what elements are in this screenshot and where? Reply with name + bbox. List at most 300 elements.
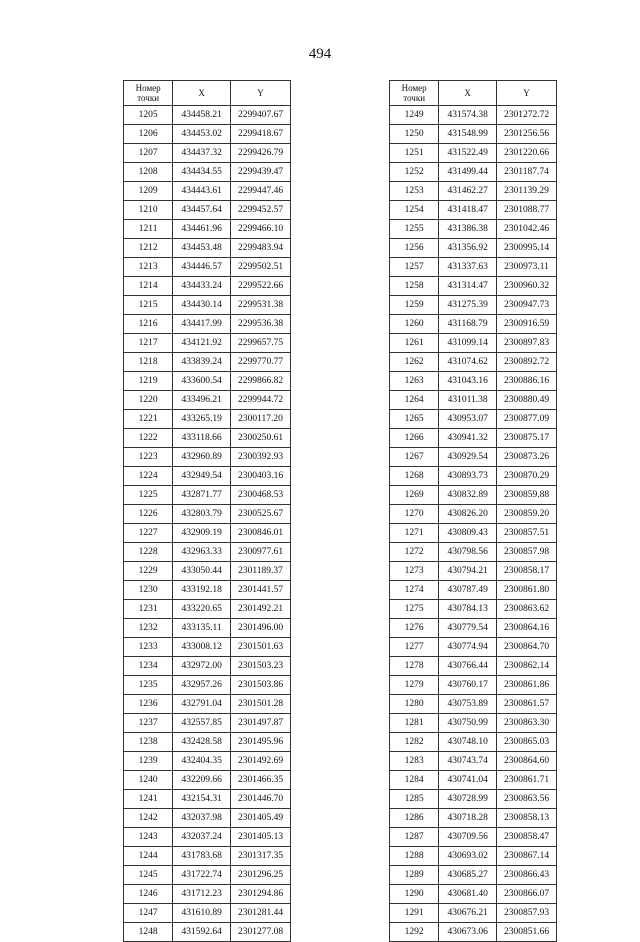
x-cell: 431783.68 (173, 847, 231, 866)
point-number-cell: 1210 (124, 201, 173, 220)
y-cell: 2301042.46 (497, 220, 557, 239)
table-row (124, 676, 291, 695)
y-cell: 2300862.14 (497, 657, 557, 676)
table-row (124, 353, 291, 372)
table-row (390, 353, 557, 372)
x-cell: 430774.94 (439, 638, 497, 657)
x-cell: 433220.65 (173, 600, 231, 619)
point-number-cell: 1229 (124, 562, 173, 581)
point-number-cell: 1287 (390, 828, 439, 847)
y-cell: 2300403.16 (231, 467, 291, 486)
x-cell: 432404.35 (173, 752, 231, 771)
table-row (390, 885, 557, 904)
point-number-cell: 1205 (124, 106, 173, 125)
table-row (124, 524, 291, 543)
y-cell: 2301277.08 (231, 923, 291, 942)
y-cell: 2299452.57 (231, 201, 291, 220)
y-cell: 2300861.57 (497, 695, 557, 714)
point-number-cell: 1275 (390, 600, 439, 619)
x-cell: 432960.89 (173, 448, 231, 467)
table-row (124, 372, 291, 391)
point-number-cell: 1225 (124, 486, 173, 505)
y-cell: 2300525.67 (231, 505, 291, 524)
y-cell: 2300858.17 (497, 562, 557, 581)
y-cell: 2300977.61 (231, 543, 291, 562)
point-number-cell: 1290 (390, 885, 439, 904)
table-row (124, 505, 291, 524)
table-row (390, 600, 557, 619)
y-cell: 2301281.44 (231, 904, 291, 923)
x-cell: 433265.19 (173, 410, 231, 429)
point-number-cell: 1215 (124, 296, 173, 315)
point-number-cell: 1284 (390, 771, 439, 790)
table-row (124, 809, 291, 828)
y-cell: 2301497.87 (231, 714, 291, 733)
point-number-cell: 1269 (390, 486, 439, 505)
table-row (390, 296, 557, 315)
y-cell: 2301220.66 (497, 144, 557, 163)
y-cell: 2299502.51 (231, 258, 291, 277)
y-cell: 2301501.28 (231, 695, 291, 714)
y-cell: 2301296.25 (231, 866, 291, 885)
y-cell: 2300880.49 (497, 391, 557, 410)
x-cell: 433192.18 (173, 581, 231, 600)
x-cell: 434121.92 (173, 334, 231, 353)
point-number-cell: 1214 (124, 277, 173, 296)
point-number-cell: 1272 (390, 543, 439, 562)
table-row (124, 258, 291, 277)
point-number-cell: 1220 (124, 391, 173, 410)
table-row (124, 277, 291, 296)
table-row (124, 562, 291, 581)
x-cell: 431011.38 (439, 391, 497, 410)
x-cell: 431499.44 (439, 163, 497, 182)
point-number-cell: 1273 (390, 562, 439, 581)
point-number-cell: 1232 (124, 619, 173, 638)
y-cell: 2300858.47 (497, 828, 557, 847)
x-cell: 430718.28 (439, 809, 497, 828)
y-cell: 2300947.73 (497, 296, 557, 315)
point-number-cell: 1255 (390, 220, 439, 239)
table-row (390, 581, 557, 600)
x-cell: 431592.64 (173, 923, 231, 942)
x-cell: 433118.66 (173, 429, 231, 448)
point-number-cell: 1222 (124, 429, 173, 448)
point-number-cell: 1285 (390, 790, 439, 809)
x-cell: 431462.27 (439, 182, 497, 201)
point-number-cell: 1274 (390, 581, 439, 600)
y-cell: 2300865.03 (497, 733, 557, 752)
table-row (390, 125, 557, 144)
x-cell: 430748.10 (439, 733, 497, 752)
y-cell: 2301446.70 (231, 790, 291, 809)
y-cell: 2301492.21 (231, 600, 291, 619)
y-cell: 2300863.30 (497, 714, 557, 733)
x-cell: 432209.66 (173, 771, 231, 790)
x-cell: 431275.39 (439, 296, 497, 315)
point-number-cell: 1292 (390, 923, 439, 942)
header-y: Y (497, 81, 557, 106)
x-cell: 433839.24 (173, 353, 231, 372)
point-number-cell: 1278 (390, 657, 439, 676)
table-row (390, 771, 557, 790)
y-cell: 2300859.88 (497, 486, 557, 505)
table-row (390, 201, 557, 220)
x-cell: 431548.99 (439, 125, 497, 144)
x-cell: 431074.62 (439, 353, 497, 372)
y-cell: 2300861.80 (497, 581, 557, 600)
table-row (390, 220, 557, 239)
point-number-cell: 1221 (124, 410, 173, 429)
y-cell: 2300866.07 (497, 885, 557, 904)
y-cell: 2300858.13 (497, 809, 557, 828)
table-row (124, 733, 291, 752)
y-cell: 2300897.83 (497, 334, 557, 353)
x-cell: 430676.21 (439, 904, 497, 923)
table-row (390, 714, 557, 733)
point-number-cell: 1228 (124, 543, 173, 562)
table-row (390, 733, 557, 752)
table-row (124, 695, 291, 714)
x-cell: 434417.99 (173, 315, 231, 334)
x-cell: 432963.33 (173, 543, 231, 562)
table-row (124, 467, 291, 486)
point-number-cell: 1211 (124, 220, 173, 239)
table-row (390, 144, 557, 163)
table-body-left (124, 106, 291, 942)
x-cell: 432803.79 (173, 505, 231, 524)
x-cell: 430953.07 (439, 410, 497, 429)
x-cell: 431574.38 (439, 106, 497, 125)
table-row (124, 904, 291, 923)
y-cell: 2299770.77 (231, 353, 291, 372)
point-number-cell: 1288 (390, 847, 439, 866)
table-row (124, 296, 291, 315)
y-cell: 2300468.53 (231, 486, 291, 505)
point-number-cell: 1286 (390, 809, 439, 828)
y-cell: 2300875.17 (497, 429, 557, 448)
table-row (124, 714, 291, 733)
x-cell: 431043.16 (439, 372, 497, 391)
table-row (124, 448, 291, 467)
point-number-cell: 1240 (124, 771, 173, 790)
header-y: Y (231, 81, 291, 106)
y-cell: 2300960.32 (497, 277, 557, 296)
y-cell: 2301189.37 (231, 562, 291, 581)
y-cell: 2301139.29 (497, 182, 557, 201)
table-row (124, 163, 291, 182)
table-row (124, 410, 291, 429)
point-number-cell: 1227 (124, 524, 173, 543)
x-cell: 431386.38 (439, 220, 497, 239)
y-cell: 2300864.60 (497, 752, 557, 771)
x-cell: 432909.19 (173, 524, 231, 543)
point-number-cell: 1213 (124, 258, 173, 277)
table-row (390, 866, 557, 885)
y-cell: 2300973.11 (497, 258, 557, 277)
point-number-cell: 1206 (124, 125, 173, 144)
y-cell: 2300864.16 (497, 619, 557, 638)
table-row (390, 809, 557, 828)
table-row (124, 391, 291, 410)
x-cell: 432428.58 (173, 733, 231, 752)
header-point-number-line2: точки (137, 93, 160, 103)
table-row (124, 182, 291, 201)
table-row (124, 657, 291, 676)
y-cell: 2300870.29 (497, 467, 557, 486)
x-cell: 431099.14 (439, 334, 497, 353)
x-cell: 430743.74 (439, 752, 497, 771)
point-number-cell: 1277 (390, 638, 439, 657)
table-row (390, 923, 557, 942)
point-number-cell: 1283 (390, 752, 439, 771)
x-cell: 434434.55 (173, 163, 231, 182)
table-row (390, 182, 557, 201)
table-row (124, 125, 291, 144)
point-number-cell: 1252 (390, 163, 439, 182)
table-row (124, 106, 291, 125)
point-number-cell: 1291 (390, 904, 439, 923)
x-cell: 431712.23 (173, 885, 231, 904)
point-number-cell: 1217 (124, 334, 173, 353)
table-row (124, 334, 291, 353)
y-cell: 2300863.62 (497, 600, 557, 619)
point-number-cell: 1244 (124, 847, 173, 866)
x-cell: 433496.21 (173, 391, 231, 410)
table-row (124, 771, 291, 790)
table-row (124, 828, 291, 847)
point-number-cell: 1270 (390, 505, 439, 524)
table-row (390, 163, 557, 182)
point-number-cell: 1280 (390, 695, 439, 714)
x-cell: 430798.56 (439, 543, 497, 562)
y-cell: 2299426.79 (231, 144, 291, 163)
point-number-cell: 1248 (124, 923, 173, 942)
point-number-cell: 1239 (124, 752, 173, 771)
x-cell: 430794.21 (439, 562, 497, 581)
x-cell: 432871.77 (173, 486, 231, 505)
table-row (124, 752, 291, 771)
y-cell: 2299522.66 (231, 277, 291, 296)
x-cell: 430753.89 (439, 695, 497, 714)
point-number-cell: 1230 (124, 581, 173, 600)
x-cell: 430728.99 (439, 790, 497, 809)
table-row (390, 752, 557, 771)
point-number-cell: 1238 (124, 733, 173, 752)
table-row (390, 505, 557, 524)
x-cell: 430750.99 (439, 714, 497, 733)
table-row (124, 923, 291, 942)
point-number-cell: 1253 (390, 182, 439, 201)
table-row (390, 790, 557, 809)
point-number-cell: 1254 (390, 201, 439, 220)
x-cell: 430760.17 (439, 676, 497, 695)
x-cell: 432972.00 (173, 657, 231, 676)
point-number-cell: 1226 (124, 505, 173, 524)
coordinates-table-left (123, 80, 291, 942)
table-row (390, 334, 557, 353)
x-cell: 430929.54 (439, 448, 497, 467)
y-cell: 2300859.20 (497, 505, 557, 524)
point-number-cell: 1242 (124, 809, 173, 828)
table-row (390, 562, 557, 581)
point-number-cell: 1233 (124, 638, 173, 657)
x-cell: 432791.04 (173, 695, 231, 714)
point-number-cell: 1262 (390, 353, 439, 372)
x-cell: 431610.89 (173, 904, 231, 923)
x-cell: 432037.98 (173, 809, 231, 828)
y-cell: 2300886.16 (497, 372, 557, 391)
point-number-cell: 1223 (124, 448, 173, 467)
table-row (390, 619, 557, 638)
x-cell: 431522.49 (439, 144, 497, 163)
y-cell: 2299407.67 (231, 106, 291, 125)
y-cell: 2300892.72 (497, 353, 557, 372)
point-number-cell: 1268 (390, 467, 439, 486)
y-cell: 2300117.20 (231, 410, 291, 429)
x-cell: 433600.54 (173, 372, 231, 391)
point-number-cell: 1258 (390, 277, 439, 296)
x-cell: 434453.48 (173, 239, 231, 258)
point-number-cell: 1256 (390, 239, 439, 258)
x-cell: 434433.24 (173, 277, 231, 296)
page-number: 494 (308, 46, 332, 62)
y-cell: 2301294.86 (231, 885, 291, 904)
table-row (390, 828, 557, 847)
point-number-cell: 1263 (390, 372, 439, 391)
y-cell: 2300995.14 (497, 239, 557, 258)
x-cell: 432957.26 (173, 676, 231, 695)
point-number-cell: 1235 (124, 676, 173, 695)
table-row (390, 410, 557, 429)
x-cell: 434443.61 (173, 182, 231, 201)
x-cell: 431337.63 (439, 258, 497, 277)
x-cell: 430784.13 (439, 600, 497, 619)
y-cell: 2300851.66 (497, 923, 557, 942)
y-cell: 2300250.61 (231, 429, 291, 448)
point-number-cell: 1237 (124, 714, 173, 733)
y-cell: 2299536.38 (231, 315, 291, 334)
point-number-cell: 1279 (390, 676, 439, 695)
y-cell: 2300861.71 (497, 771, 557, 790)
table-row (124, 581, 291, 600)
point-number-cell: 1243 (124, 828, 173, 847)
table-header-row (390, 81, 557, 106)
point-number-cell: 1234 (124, 657, 173, 676)
table-row (390, 391, 557, 410)
point-number-cell: 1218 (124, 353, 173, 372)
point-number-cell: 1241 (124, 790, 173, 809)
header-x: X (173, 81, 231, 106)
x-cell: 434430.14 (173, 296, 231, 315)
table-row (124, 543, 291, 562)
point-number-cell: 1216 (124, 315, 173, 334)
x-cell: 434458.21 (173, 106, 231, 125)
x-cell: 434446.57 (173, 258, 231, 277)
y-cell: 2301405.13 (231, 828, 291, 847)
y-cell: 2299944.72 (231, 391, 291, 410)
table-row (124, 315, 291, 334)
y-cell: 2301256.56 (497, 125, 557, 144)
x-cell: 432037.24 (173, 828, 231, 847)
table-row (390, 847, 557, 866)
point-number-cell: 1257 (390, 258, 439, 277)
table-row (390, 315, 557, 334)
point-number-cell: 1246 (124, 885, 173, 904)
table-row (390, 258, 557, 277)
x-cell: 434453.02 (173, 125, 231, 144)
y-cell: 2300857.51 (497, 524, 557, 543)
y-cell: 2300863.56 (497, 790, 557, 809)
point-number-cell: 1219 (124, 372, 173, 391)
y-cell: 2301187.74 (497, 163, 557, 182)
table-row (124, 866, 291, 885)
x-cell: 430741.04 (439, 771, 497, 790)
point-number-cell: 1264 (390, 391, 439, 410)
y-cell: 2300846.01 (231, 524, 291, 543)
table-row (390, 695, 557, 714)
header-x: X (439, 81, 497, 106)
x-cell: 434461.96 (173, 220, 231, 239)
table-row (124, 144, 291, 163)
point-number-cell: 1224 (124, 467, 173, 486)
table-header-row (124, 81, 291, 106)
point-number-cell: 1231 (124, 600, 173, 619)
point-number-cell: 1245 (124, 866, 173, 885)
table-row (390, 486, 557, 505)
point-number-cell: 1259 (390, 296, 439, 315)
table-row (390, 106, 557, 125)
y-cell: 2300392.93 (231, 448, 291, 467)
y-cell: 2301503.23 (231, 657, 291, 676)
x-cell: 430693.02 (439, 847, 497, 866)
header-point-number-line1: Номер (401, 83, 427, 93)
y-cell: 2299466.10 (231, 220, 291, 239)
x-cell: 433050.44 (173, 562, 231, 581)
x-cell: 430832.89 (439, 486, 497, 505)
y-cell: 2301317.35 (231, 847, 291, 866)
x-cell: 430826.20 (439, 505, 497, 524)
y-cell: 2301495.96 (231, 733, 291, 752)
table-row (124, 847, 291, 866)
y-cell: 2301503.86 (231, 676, 291, 695)
x-cell: 430673.06 (439, 923, 497, 942)
point-number-cell: 1236 (124, 695, 173, 714)
y-cell: 2299657.75 (231, 334, 291, 353)
point-number-cell: 1265 (390, 410, 439, 429)
table-row (124, 638, 291, 657)
y-cell: 2301496.00 (231, 619, 291, 638)
x-cell: 431356.92 (439, 239, 497, 258)
x-cell: 430685.27 (439, 866, 497, 885)
x-cell: 434457.64 (173, 201, 231, 220)
point-number-cell: 1249 (390, 106, 439, 125)
table-row (390, 277, 557, 296)
table-row (124, 885, 291, 904)
x-cell: 430709.56 (439, 828, 497, 847)
point-number-cell: 1209 (124, 182, 173, 201)
table-row (124, 429, 291, 448)
x-cell: 433008.12 (173, 638, 231, 657)
table-row (124, 790, 291, 809)
y-cell: 2299439.47 (231, 163, 291, 182)
point-number-cell: 1212 (124, 239, 173, 258)
y-cell: 2300873.26 (497, 448, 557, 467)
table-row (390, 524, 557, 543)
point-number-cell: 1276 (390, 619, 439, 638)
x-cell: 432949.54 (173, 467, 231, 486)
table-row (124, 600, 291, 619)
